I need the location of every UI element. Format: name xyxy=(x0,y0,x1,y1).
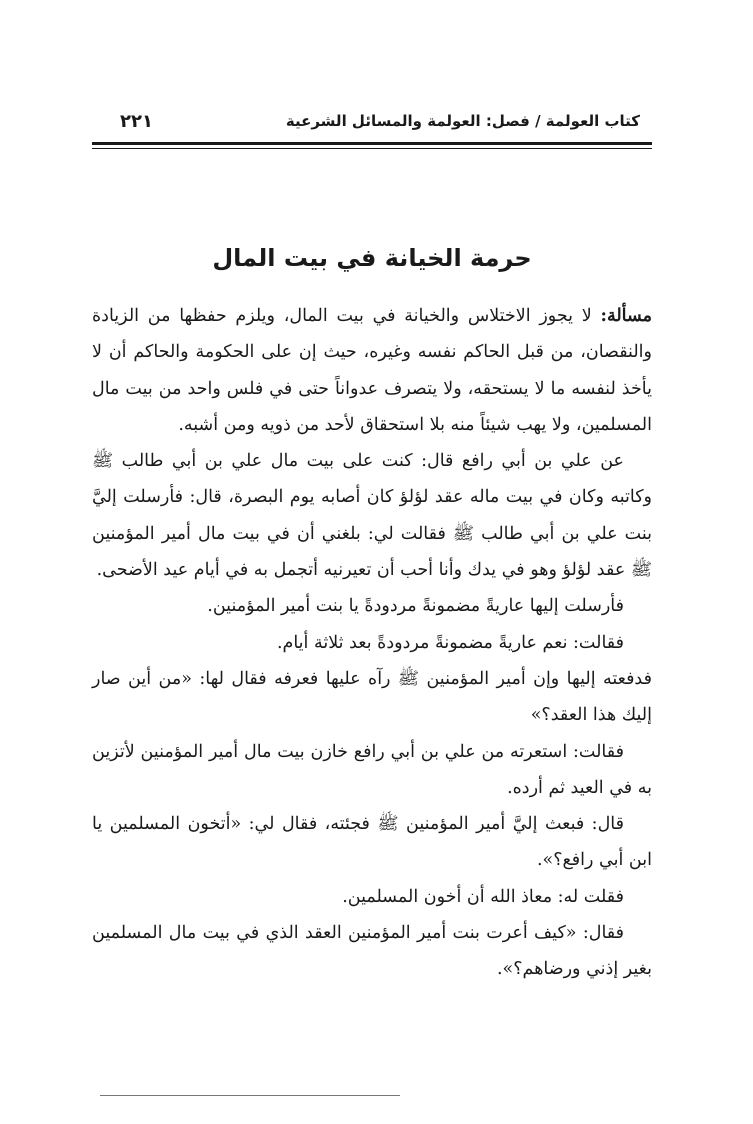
paragraph: فقال: «كيف أعرت بنت أمير المؤمنين العقد الذي في بيت مال المسلمين بغير إذني ورضاهم؟». xyxy=(92,923,652,980)
paragraph: فأرسلت إليها عاريةً مضمونةً مردودةً يا بنت أمير المؤمنين. xyxy=(207,596,624,617)
paragraph: فقالت: استعرته من علي بن أبي رافع خازن بيت مال أمير المؤمنين لأتزين به في العيد ثم أرده. xyxy=(92,741,652,798)
page-number: ٢٢١ xyxy=(120,110,153,132)
paragraph xyxy=(92,298,652,443)
paragraph: قال: فبعث إليَّ أمير المؤمنين ﷺ فجئته، فقال لي: «أتخون المسلمين يا ابن أبي رافع؟». xyxy=(92,814,652,871)
section-title: حرمة الخيانة في بيت المال xyxy=(212,244,532,272)
page-header xyxy=(120,108,640,134)
footer-rule xyxy=(100,1095,400,1096)
paragraph: فقالت: نعم عاريةً مضمونةً مردودةً بعد ثلاثة أيام. xyxy=(276,632,624,653)
paragraph: فدفعته إليها وإن أمير المؤمنين ﷺ رآه عليها فعرفه فقال لها: «من أين صار إليك هذا العقد؟» xyxy=(92,668,652,726)
header-rule-thin xyxy=(92,148,652,149)
paragraph: فقلت له: معاذ الله أن أخون المسلمين. xyxy=(342,886,624,907)
issue-text: لا يجوز الاختلاس والخيانة في بيت المال، ويلزم حفظها من الزيادة والنقصان، من قبل الحاكم نفسه وغيره، حيث إن على الحكومة والحاكم أن لا يأخذ لنفسه ما لا يستحقه، ولا يتصرف عدواناً حتى في فلس واحد من بيت مال المسلمين، ولا يهب شيئاً منه بلا استحقاق لأحد من ذويه ومن أشبه. xyxy=(92,306,652,435)
paragraph: عن علي بن أبي رافع قال: كنت على بيت مال علي بن أبي طالب ﷺ وكاتبه وكان في بيت ماله عقد لؤلؤ كان أصابه يوم البصرة، قال: فأرسلت إليَّ بنت علي بن أبي طالب ﷺ فقالت لي: بلغني أن في بيت مال أمير المؤمنين ﷺ عقد لؤلؤ وهو في يدك وأنا أحب أن تعيرنيه أتجمل به في أيام عيد الأضحى. xyxy=(92,451,652,581)
body-text xyxy=(92,298,652,988)
running-title: كتاب العولمة / فصل: العولمة والمسائل الشرعية xyxy=(285,112,640,130)
header-rule-thick xyxy=(92,142,652,145)
issue-label: مسألة: xyxy=(600,306,652,326)
